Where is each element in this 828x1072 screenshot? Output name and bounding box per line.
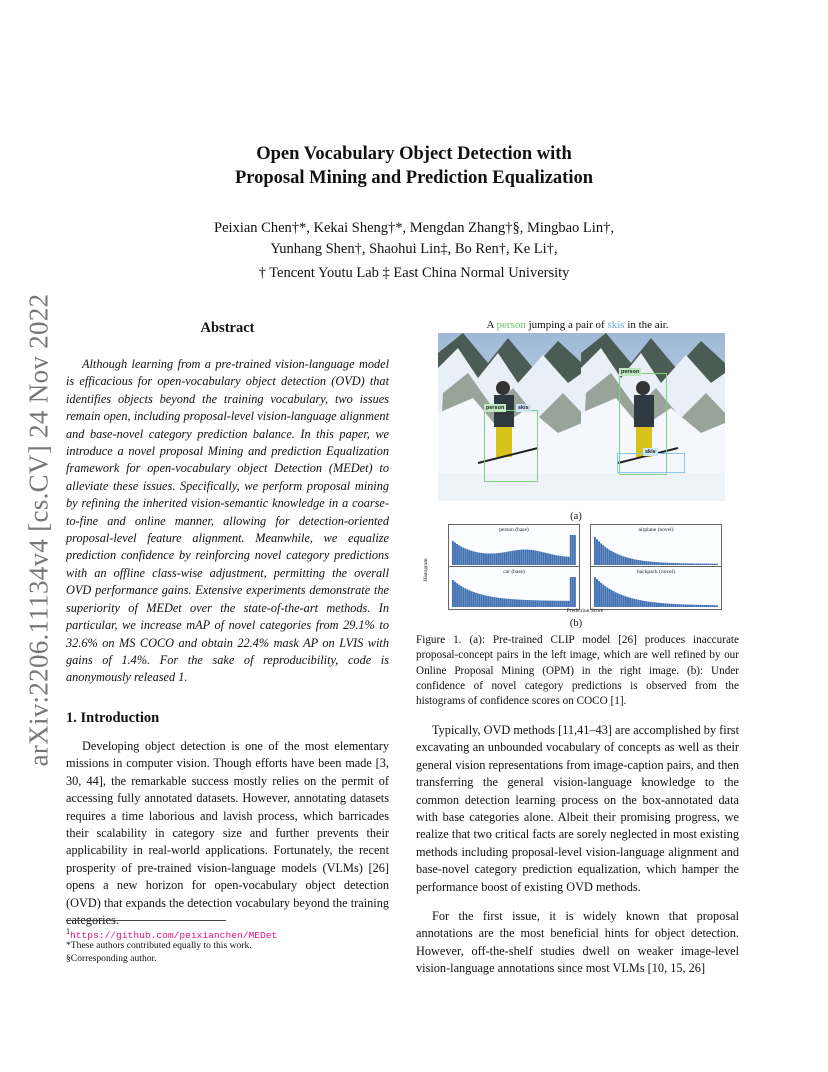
- histogram-bar: [572, 577, 574, 607]
- histogram-bar: [668, 604, 670, 607]
- histogram-bar: [568, 557, 570, 565]
- histogram-bar: [596, 579, 598, 607]
- histogram-bar: [621, 556, 623, 565]
- histogram-bar: [697, 605, 699, 607]
- histogram-bar: [697, 564, 699, 565]
- tag-skis-left: skis: [518, 405, 529, 411]
- histogram-bar: [685, 563, 687, 565]
- histogram-bar: [497, 598, 499, 607]
- histogram-bar: [528, 550, 530, 565]
- histogram-bar: [613, 552, 615, 565]
- histogram-bar: [462, 587, 464, 607]
- histogram-bar: [541, 552, 543, 565]
- histogram-bar: [551, 554, 553, 565]
- histogram-bar: [642, 561, 644, 565]
- histogram-bar: [706, 605, 708, 607]
- histogram-bar: [456, 583, 458, 607]
- histogram-bar: [606, 587, 608, 607]
- histogram-bar: [473, 592, 475, 607]
- histogram-bar: [631, 559, 633, 565]
- histogram-bar: [693, 605, 695, 607]
- histogram-bar: [608, 589, 610, 607]
- histogram-bar: [559, 556, 561, 565]
- histogram-bar: [660, 603, 662, 607]
- histogram-bar: [469, 590, 471, 607]
- histogram-bar: [506, 599, 508, 607]
- histogram-bar: [623, 596, 625, 607]
- histogram-bar: [504, 598, 506, 607]
- histogram-bar: [520, 600, 522, 607]
- figure-label-a: (a): [570, 511, 582, 522]
- histogram-bar: [535, 600, 537, 607]
- histogram-bar: [668, 563, 670, 565]
- histogram-bar: [539, 600, 541, 607]
- histogram-bar: [658, 603, 660, 607]
- histogram-bar: [654, 602, 656, 607]
- histogram-bar: [518, 550, 520, 565]
- histogram-bar: [654, 562, 656, 565]
- histogram-bar: [660, 562, 662, 565]
- histogram-bar: [502, 553, 504, 565]
- hist-backpack-novel: backpack (novel): [590, 566, 722, 610]
- histogram-bar: [679, 563, 681, 565]
- histogram-bar: [510, 551, 512, 565]
- histogram-bar: [508, 551, 510, 565]
- histogram-bar: [491, 597, 493, 607]
- histogram-bar: [666, 563, 668, 565]
- tag-skis-right: skis: [645, 449, 656, 455]
- histogram-bar: [504, 552, 506, 565]
- histogram-bar: [520, 550, 522, 565]
- histogram-bar: [615, 592, 617, 607]
- footnote-url[interactable]: $^1$https://github.com/peixianchen/MEDet: [66, 927, 278, 942]
- histogram-bar: [545, 553, 547, 565]
- histogram-bar: [644, 601, 646, 607]
- histogram-bar: [545, 601, 547, 607]
- histogram-bar: [562, 601, 564, 607]
- histogram-bar: [704, 605, 706, 607]
- histogram-bar: [508, 599, 510, 607]
- histogram-bar: [675, 604, 677, 607]
- histogram-bar: [485, 553, 487, 565]
- histogram-bar: [572, 535, 574, 565]
- histogram-bar: [708, 564, 710, 565]
- histogram-bar: [526, 550, 528, 565]
- histogram-bar: [477, 552, 479, 565]
- histogram-bar: [454, 543, 456, 565]
- histogram-bar: [464, 588, 466, 607]
- histogram-bar: [489, 596, 491, 607]
- histogram-bar: [485, 596, 487, 607]
- histogram-bar: [598, 581, 600, 607]
- histogram-bar: [637, 560, 639, 565]
- histogram-bar: [625, 557, 627, 565]
- introduction-heading: 1. Introduction: [66, 710, 160, 726]
- hist-xlabel: Prediction Score: [566, 608, 604, 614]
- histogram-bar: [594, 577, 596, 607]
- histogram-bar: [656, 603, 658, 607]
- histogram-bar: [493, 553, 495, 565]
- histogram-bar: [531, 600, 533, 607]
- histogram-bar: [458, 545, 460, 565]
- histogram-bar: [549, 554, 551, 565]
- histogram-bar: [574, 577, 576, 607]
- histogram-bar: [537, 551, 539, 565]
- histogram-bar: [469, 550, 471, 565]
- histogram-bar: [600, 543, 602, 565]
- histogram-bar: [502, 598, 504, 607]
- histogram-bar: [518, 600, 520, 607]
- histogram-bar: [652, 602, 654, 607]
- histogram-bar: [598, 541, 600, 565]
- histogram-bar: [452, 541, 454, 565]
- histogram-bar: [564, 601, 566, 607]
- histogram-bar: [627, 597, 629, 607]
- histogram-bar: [454, 582, 456, 607]
- histogram-bar: [639, 600, 641, 607]
- histogram-bar: [555, 601, 557, 607]
- histogram-bar: [477, 593, 479, 607]
- histogram-bar: [458, 585, 460, 607]
- histogram-bar: [491, 554, 493, 565]
- histogram-bar: [716, 605, 718, 607]
- histogram-bar: [553, 555, 555, 565]
- histogram-bar: [570, 535, 572, 565]
- histogram-bar: [652, 562, 654, 565]
- histogram-bar: [516, 599, 518, 607]
- histogram-bar: [683, 563, 685, 565]
- histogram-bar: [559, 601, 561, 607]
- histogram-bar: [617, 554, 619, 565]
- histogram-bar: [568, 601, 570, 607]
- histogram-bar: [460, 546, 462, 565]
- footnote-rule: [66, 920, 226, 921]
- histogram-bar: [481, 595, 483, 607]
- histogram-bar: [479, 594, 481, 607]
- hist-airplane-novel: airplane (novel): [590, 524, 722, 568]
- histogram-bar: [677, 563, 679, 565]
- histogram-bar: [670, 563, 672, 565]
- tag-person-right: person: [621, 369, 640, 375]
- histogram-bar: [553, 601, 555, 607]
- histogram-bar: [629, 558, 631, 565]
- histogram-bar: [635, 560, 637, 565]
- histogram-bar: [619, 594, 621, 607]
- hist-ylabel: Histogram: [423, 558, 429, 582]
- histogram-bar: [693, 563, 695, 565]
- histogram-bar: [650, 562, 652, 565]
- histogram-bar: [642, 601, 644, 607]
- hist-person-base: person (base): [448, 524, 580, 568]
- histogram-bar: [524, 550, 526, 565]
- histogram-bar: [537, 600, 539, 607]
- histogram-bar: [608, 550, 610, 565]
- histogram-bar: [606, 548, 608, 565]
- histogram-bar: [681, 604, 683, 607]
- histogram-bar: [701, 564, 703, 565]
- histogram-bar: [596, 539, 598, 565]
- histogram-bar: [481, 553, 483, 565]
- histogram-bar: [699, 564, 701, 565]
- histogram-bar: [704, 564, 706, 565]
- histogram-bar: [689, 605, 691, 607]
- histogram-bar: [633, 599, 635, 607]
- histogram-bar: [706, 564, 708, 565]
- histogram-bar: [475, 593, 477, 607]
- histogram-bar: [535, 551, 537, 565]
- paper-title: Open Vocabulary Object Detection with Proposal Mining and Prediction Equalization: [234, 144, 594, 188]
- histogram-bar: [650, 602, 652, 607]
- histogram-bar: [495, 597, 497, 607]
- histogram-bar: [462, 548, 464, 565]
- histogram-bar: [633, 559, 635, 565]
- histogram-bar: [506, 552, 508, 565]
- histogram-bar: [683, 604, 685, 607]
- histogram-bar: [555, 555, 557, 565]
- histogram-bar: [456, 544, 458, 565]
- histogram-bar: [689, 563, 691, 565]
- histogram-bar: [466, 549, 468, 565]
- histogram-bar: [687, 605, 689, 607]
- histogram-bar: [566, 557, 568, 565]
- histogram-bar: [716, 564, 718, 565]
- histogram-bar: [564, 556, 566, 565]
- histogram-bar: [562, 556, 564, 565]
- histogram-bar: [473, 551, 475, 565]
- histogram-bar: [666, 604, 668, 607]
- histogram-bar: [691, 605, 693, 607]
- histogram-bar: [714, 605, 716, 607]
- histogram-bar: [602, 545, 604, 565]
- histogram-bar: [464, 548, 466, 565]
- histogram-bar: [487, 553, 489, 565]
- histogram-bar: [712, 605, 714, 607]
- histogram-bar: [600, 583, 602, 607]
- histogram-bar: [714, 564, 716, 565]
- histogram-bar: [533, 550, 535, 565]
- histogram-bar: [574, 535, 576, 565]
- histogram-bar: [541, 600, 543, 607]
- histogram-bar: [635, 599, 637, 607]
- histogram-bar: [512, 599, 514, 607]
- histogram-bar: [471, 551, 473, 565]
- histogram-bar: [495, 553, 497, 565]
- histogram-bar: [543, 552, 545, 565]
- histogram-bar: [664, 603, 666, 607]
- histogram-bar: [615, 553, 617, 565]
- histogram-bar: [710, 564, 712, 565]
- histogram-bar: [531, 550, 533, 565]
- histogram-bar: [479, 553, 481, 565]
- histogram-bar: [619, 555, 621, 565]
- histogram-bar: [695, 605, 697, 607]
- histogram-bar: [621, 595, 623, 607]
- histogram-bar: [471, 591, 473, 607]
- histogram-bar: [510, 599, 512, 607]
- introduction-text: Developing object detection is one of the most elementary missions in computer vision. Though efforts have been made [3, 30, 44], the remarkable success mostly relies on the permit of accessing fully annotated datasets. However, annotating datasets requires a time laborious and lavish process, which barricades their scalability in category size and further prevents their applicability in real-world applications. Fortunately, the recent prosperity of pre-trained vision-language models (VLMs) [26] opens a new horizon for open-vocabulary object detection (OVD) that expands the detection vocabulary beyond the training categories.: [66, 739, 389, 928]
- histogram-bar: [625, 596, 627, 607]
- histogram-bar: [644, 561, 646, 565]
- histogram-bar: [547, 553, 549, 565]
- histogram-bar: [695, 564, 697, 565]
- histogram-bar: [500, 598, 502, 607]
- hist-car-base: car (base): [448, 566, 580, 610]
- histogram-bar: [522, 550, 524, 565]
- histogram-bar: [699, 605, 701, 607]
- histogram-bar: [475, 552, 477, 565]
- figure-caption: Figure 1. (a): Pre-trained CLIP model [26] produces inaccurate proposal-concept pairs in the left image, which are well refined by our Online Proposal Mining (OPM) in the right image. (b): Under confidence of novel category predictions is observed from the histograms of confidence scores on COCO [1].: [416, 634, 739, 708]
- histogram-bar: [570, 577, 572, 607]
- histogram-bar: [526, 600, 528, 607]
- histogram-bar: [710, 605, 712, 607]
- histogram-bar: [528, 600, 530, 607]
- histogram-bar: [675, 563, 677, 565]
- histogram-bar: [681, 563, 683, 565]
- histogram-bar: [514, 550, 516, 565]
- histogram-bar: [658, 562, 660, 565]
- histogram-bar: [557, 601, 559, 607]
- histogram-bar: [637, 600, 639, 607]
- histogram-bar: [662, 603, 664, 607]
- histogram-bar: [664, 563, 666, 565]
- histogram-bar: [487, 596, 489, 607]
- affiliations: † Tencent Youtu Lab ‡ East China Normal University: [258, 265, 570, 281]
- tag-person-left: person: [486, 405, 505, 411]
- figure-label-b: (b): [569, 618, 583, 629]
- author-list: Peixian Chen†*, Kekai Sheng†*, Mengdan Zhang†§, Mingbao Lin†, Yunhang Shen†, Shaohui Lin‡, Bo Ren†, Ke Li†,: [214, 220, 614, 257]
- histogram-bar: [648, 561, 650, 565]
- histogram-bar: [489, 554, 491, 565]
- abstract-heading: Abstract: [200, 320, 255, 336]
- histogram-bar: [646, 601, 648, 607]
- histogram-bar: [701, 605, 703, 607]
- histogram-bar: [679, 604, 681, 607]
- histogram-bar: [677, 604, 679, 607]
- histogram-bar: [512, 551, 514, 565]
- histogram-bar: [613, 591, 615, 607]
- histogram-bar: [452, 580, 454, 607]
- histogram-bar: [631, 598, 633, 607]
- arxiv-identifier: arXiv:2206.11134v4 [cs.CV] 24 Nov 2022: [23, 293, 54, 767]
- histogram-bar: [602, 584, 604, 607]
- histogram-bar: [539, 551, 541, 565]
- histogram-bar: [497, 553, 499, 565]
- figure-prompt: A person jumping a pair of skis in the air.: [486, 319, 669, 331]
- histogram-bar: [551, 601, 553, 607]
- figure-photo-left: [438, 333, 582, 501]
- histogram-bar: [522, 600, 524, 607]
- histogram-bar: [514, 599, 516, 607]
- histogram-bar: [611, 590, 613, 607]
- histogram-bar: [673, 563, 675, 565]
- histogram-bar: [639, 560, 641, 565]
- histogram-bar: [524, 600, 526, 607]
- histogram-bar: [466, 589, 468, 607]
- histogram-bar: [691, 563, 693, 565]
- histogram-bar: [627, 558, 629, 565]
- histogram-bar: [646, 561, 648, 565]
- histogram-bar: [594, 537, 596, 565]
- abstract-text: Although learning from a pre-trained vision-language model is efficacious for open-vocabulary object detection (OVD) that identifies objects beyond the training vocabulary, two issues remain open, including proposal-level vision-language alignment and base-novel category prediction balance. In this paper, we introduce a novel proposal Mining and prediction Equalization framework for open-vocabulary object Detection (MEDet) to alleviate these issues. Specifically, we perform proposal mining by refining the inherited vision-semantic knowledge in a coarse-to-fine and online manner, allowing for detection-oriented proposal-level feature alignment. Meanwhile, we equalize prediction confidence by reinforcing novel category predictions with an offline class-wise adjustment, permitting the overall OVD performance gains. Extensive experiments demonstrate the superiority of MEDet over the state-of-the-art methods. In particular, we increase mAP of novel categories from 29.1% to 32.6% on MS COCO and obtain 22.4% mask AP on LVIS with gains of 1.4%. For the sake of reproducibility, code is anonymously released 1.: [66, 357, 389, 685]
- histogram-bar: [543, 600, 545, 607]
- histogram-bar: [483, 595, 485, 607]
- right-paragraph-2: For the first issue, it is widely known that proposal annotations are the most beneficial hints for object detection. However, off-the-shelf studies dwell on weaker image-level vision-language annotations since most VLMs [10, 15, 26]: [416, 909, 739, 976]
- footnote-equal-contribution: *These authors contributed equally to this work.: [66, 940, 252, 951]
- histogram-bar: [708, 605, 710, 607]
- histogram-bar: [648, 602, 650, 607]
- histogram-bar: [566, 601, 568, 607]
- histogram-bar: [557, 556, 559, 565]
- histogram-bar: [629, 598, 631, 607]
- histogram-bar: [549, 601, 551, 607]
- histogram-bar: [460, 586, 462, 607]
- histogram-bar: [604, 586, 606, 607]
- histogram-bar: [500, 553, 502, 565]
- histogram-bar: [670, 604, 672, 607]
- histogram-bar: [687, 563, 689, 565]
- histogram-bar: [533, 600, 535, 607]
- histogram-bar: [662, 563, 664, 565]
- footnote-corresponding-author: §Corresponding author.: [66, 953, 157, 964]
- right-paragraph-1: Typically, OVD methods [11,41–43] are accomplished by first excavating an unbounded vocabulary of concepts as well as their general vision representations from image-caption pairs, and then transferring the general vision-language knowledge to the common detection learning process on the box-annotated data with base categories alone. Albeit their promising progress, we realize that two critical facts are sorely neglected in most existing methods including proposal-level vision-language alignment and base-novel category prediction equalization, which hamper the performance boost of existing OVD methods.: [416, 723, 739, 894]
- histogram-bar: [493, 597, 495, 607]
- histogram-bar: [483, 553, 485, 565]
- figure-photo-right: [581, 333, 725, 501]
- histogram-bar: [547, 601, 549, 607]
- histogram-bar: [673, 604, 675, 607]
- histogram-bar: [516, 550, 518, 565]
- histogram-bar: [712, 564, 714, 565]
- histogram-bar: [611, 551, 613, 565]
- histogram-bar: [685, 605, 687, 607]
- histogram-bar: [623, 556, 625, 565]
- histogram-bar: [656, 562, 658, 565]
- histogram-bar: [604, 547, 606, 565]
- histogram-bar: [617, 593, 619, 607]
